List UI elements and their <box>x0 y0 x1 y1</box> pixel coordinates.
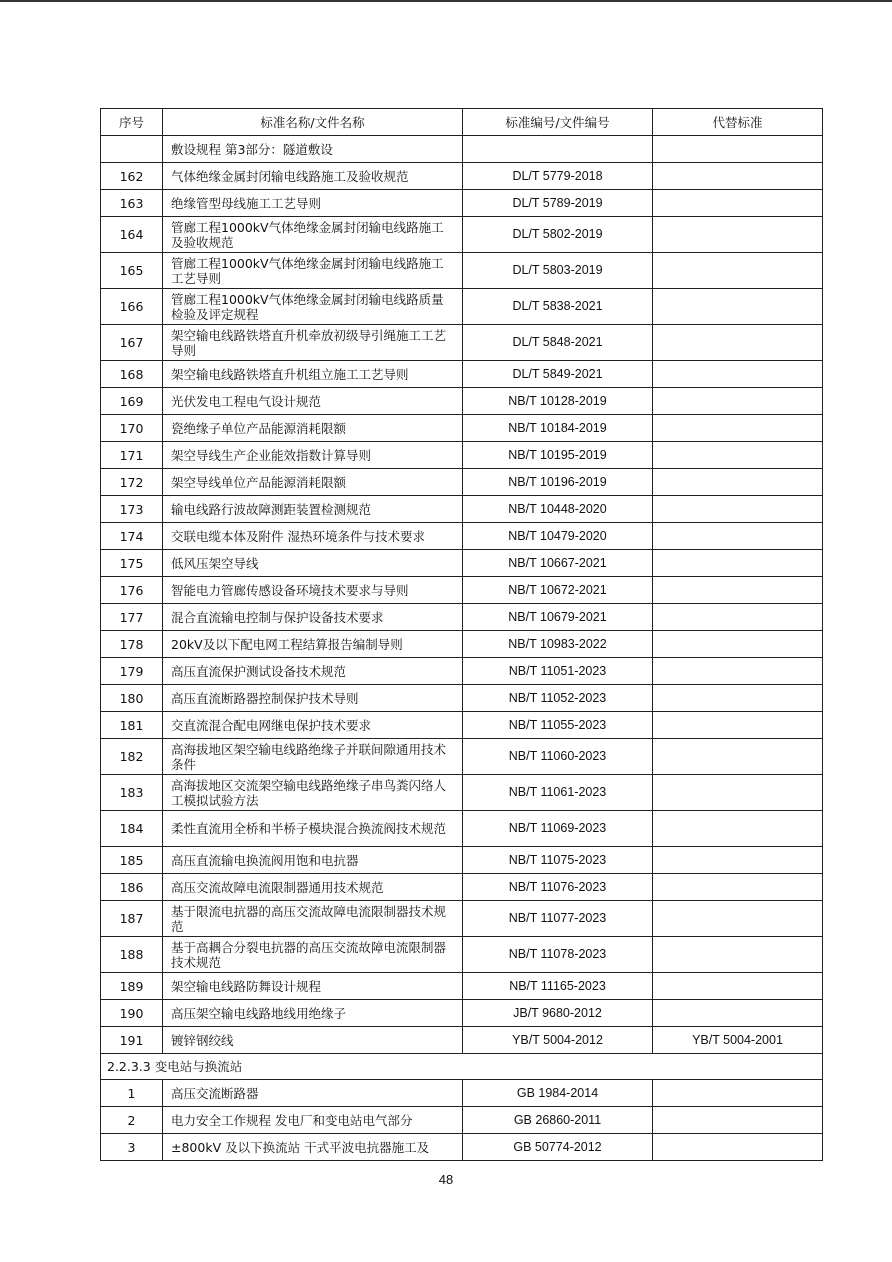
row-name: 电力安全工作规程 发电厂和变电站电气部分 <box>163 1107 463 1134</box>
table-row <box>101 190 823 217</box>
row-name: 绝缘管型母线施工工艺导则 <box>163 190 463 217</box>
row-name: 气体绝缘金属封闭输电线路施工及验收规范 <box>163 163 463 190</box>
table-row <box>101 901 823 937</box>
row-number: 179 <box>101 658 163 685</box>
row-name: 高压交流断路器 <box>163 1080 463 1107</box>
row-number: 176 <box>101 577 163 604</box>
table-row <box>101 1134 823 1161</box>
row-name: ±800kV 及以下换流站 干式平波电抗器施工及 <box>163 1134 463 1161</box>
table-row <box>101 811 823 847</box>
row-number: 183 <box>101 775 163 811</box>
row-number: 167 <box>101 325 163 361</box>
row-replace: YB/T 5004-2001 <box>653 1027 823 1054</box>
table-row <box>101 712 823 739</box>
row-code: DL/T 5789-2019 <box>463 190 653 217</box>
row-replace <box>653 136 823 163</box>
row-number: 182 <box>101 739 163 775</box>
table-header-row <box>101 109 823 136</box>
row-replace <box>653 1107 823 1134</box>
row-replace <box>653 496 823 523</box>
row-name: 输电线路行波故障测距装置检测规范 <box>163 496 463 523</box>
row-number: 165 <box>101 253 163 289</box>
row-replace <box>653 739 823 775</box>
table-row <box>101 496 823 523</box>
row-name: 光伏发电工程电气设计规范 <box>163 388 463 415</box>
top-border-line <box>0 0 892 2</box>
row-code: NB/T 10448-2020 <box>463 496 653 523</box>
row-replace <box>653 811 823 847</box>
standards-table <box>100 108 823 1161</box>
row-replace <box>653 469 823 496</box>
row-code: DL/T 5802-2019 <box>463 217 653 253</box>
row-name: 基于高耦合分裂电抗器的高压交流故障电流限制器技术规范 <box>163 937 463 973</box>
row-replace <box>653 361 823 388</box>
table-row <box>101 415 823 442</box>
row-name: 瓷绝缘子单位产品能源消耗限额 <box>163 415 463 442</box>
table-row <box>101 631 823 658</box>
table-row <box>101 1000 823 1027</box>
row-code: NB/T 11069-2023 <box>463 811 653 847</box>
row-code: NB/T 10128-2019 <box>463 388 653 415</box>
row-replace <box>653 658 823 685</box>
row-replace <box>653 604 823 631</box>
table-row <box>101 469 823 496</box>
row-code: NB/T 11078-2023 <box>463 937 653 973</box>
row-number: 163 <box>101 190 163 217</box>
section-heading-row <box>101 1054 823 1080</box>
row-code: NB/T 10195-2019 <box>463 442 653 469</box>
header-name: 标准名称/文件名称 <box>163 109 463 136</box>
row-name: 低风压架空导线 <box>163 550 463 577</box>
row-code: NB/T 10196-2019 <box>463 469 653 496</box>
row-number: 164 <box>101 217 163 253</box>
row-code: DL/T 5848-2021 <box>463 325 653 361</box>
row-name: 交联电缆本体及附件 湿热环境条件与技术要求 <box>163 523 463 550</box>
row-name: 20kV及以下配电网工程结算报告编制导则 <box>163 631 463 658</box>
row-replace <box>653 775 823 811</box>
row-replace <box>653 937 823 973</box>
row-number: 174 <box>101 523 163 550</box>
row-replace <box>653 190 823 217</box>
table-row <box>101 775 823 811</box>
row-code: DL/T 5803-2019 <box>463 253 653 289</box>
row-code: NB/T 10983-2022 <box>463 631 653 658</box>
row-code: NB/T 10479-2020 <box>463 523 653 550</box>
row-number: 172 <box>101 469 163 496</box>
row-number: 185 <box>101 847 163 874</box>
row-name: 高海拔地区架空输电线路绝缘子并联间隙通用技术条件 <box>163 739 463 775</box>
row-number <box>101 136 163 163</box>
row-number: 168 <box>101 361 163 388</box>
row-number: 178 <box>101 631 163 658</box>
table-row <box>101 685 823 712</box>
row-name: 高压直流输电换流阀用饱和电抗器 <box>163 847 463 874</box>
row-name: 架空输电线路铁塔直升机牵放初级导引绳施工工艺导则 <box>163 325 463 361</box>
table-row <box>101 604 823 631</box>
row-replace <box>653 631 823 658</box>
row-replace <box>653 253 823 289</box>
row-replace <box>653 388 823 415</box>
header-no: 序号 <box>101 109 163 136</box>
row-code: NB/T 10667-2021 <box>463 550 653 577</box>
row-replace <box>653 550 823 577</box>
row-code: NB/T 11061-2023 <box>463 775 653 811</box>
row-code: NB/T 11077-2023 <box>463 901 653 937</box>
table-row <box>101 874 823 901</box>
page-number: 48 <box>438 1172 454 1187</box>
table-row <box>101 1107 823 1134</box>
row-number: 2 <box>101 1107 163 1134</box>
row-name: 高压直流保护测试设备技术规范 <box>163 658 463 685</box>
row-name: 高压架空输电线路地线用绝缘子 <box>163 1000 463 1027</box>
row-code: GB 1984-2014 <box>463 1080 653 1107</box>
row-name: 混合直流输电控制与保护设备技术要求 <box>163 604 463 631</box>
row-replace <box>653 1134 823 1161</box>
row-replace <box>653 289 823 325</box>
header-replace: 代替标准 <box>653 109 823 136</box>
row-number: 181 <box>101 712 163 739</box>
row-replace <box>653 874 823 901</box>
row-number: 190 <box>101 1000 163 1027</box>
table-row <box>101 577 823 604</box>
row-name: 架空导线单位产品能源消耗限额 <box>163 469 463 496</box>
row-number: 171 <box>101 442 163 469</box>
row-number: 170 <box>101 415 163 442</box>
row-number: 162 <box>101 163 163 190</box>
table-row <box>101 739 823 775</box>
row-replace <box>653 973 823 1000</box>
row-number: 166 <box>101 289 163 325</box>
row-name: 管廊工程1000kV气体绝缘金属封闭输电线路质量检验及评定规程 <box>163 289 463 325</box>
table-row <box>101 217 823 253</box>
row-number: 186 <box>101 874 163 901</box>
row-number: 180 <box>101 685 163 712</box>
row-name: 高压交流故障电流限制器通用技术规范 <box>163 874 463 901</box>
section-heading: 2.2.3.3 变电站与换流站 <box>101 1054 823 1080</box>
row-code <box>463 136 653 163</box>
table-row <box>101 550 823 577</box>
row-code: NB/T 11060-2023 <box>463 739 653 775</box>
table-row <box>101 937 823 973</box>
row-code: GB 50774-2012 <box>463 1134 653 1161</box>
row-code: NB/T 11075-2023 <box>463 847 653 874</box>
row-name: 高海拔地区交流架空输电线路绝缘子串鸟粪闪络人工模拟试验方法 <box>163 775 463 811</box>
row-name: 架空输电线路防舞设计规程 <box>163 973 463 1000</box>
row-replace <box>653 901 823 937</box>
row-code: NB/T 11165-2023 <box>463 973 653 1000</box>
table-row <box>101 361 823 388</box>
row-code: NB/T 10184-2019 <box>463 415 653 442</box>
row-name: 管廊工程1000kV气体绝缘金属封闭输电线路施工及验收规范 <box>163 217 463 253</box>
row-name: 管廊工程1000kV气体绝缘金属封闭输电线路施工工艺导则 <box>163 253 463 289</box>
row-code: NB/T 10672-2021 <box>463 577 653 604</box>
table-row <box>101 325 823 361</box>
table-row <box>101 253 823 289</box>
row-replace <box>653 163 823 190</box>
table-row <box>101 388 823 415</box>
row-code: NB/T 11076-2023 <box>463 874 653 901</box>
row-code: GB 26860-2011 <box>463 1107 653 1134</box>
row-name: 架空导线生产企业能效指数计算导则 <box>163 442 463 469</box>
row-code: NB/T 11055-2023 <box>463 712 653 739</box>
row-number: 184 <box>101 811 163 847</box>
row-code: NB/T 11052-2023 <box>463 685 653 712</box>
row-number: 175 <box>101 550 163 577</box>
row-code: DL/T 5779-2018 <box>463 163 653 190</box>
row-name: 交直流混合配电网继电保护技术要求 <box>163 712 463 739</box>
row-code: DL/T 5838-2021 <box>463 289 653 325</box>
row-replace <box>653 847 823 874</box>
row-replace <box>653 415 823 442</box>
table-row <box>101 1027 823 1054</box>
table-row <box>101 163 823 190</box>
row-replace <box>653 577 823 604</box>
row-number: 173 <box>101 496 163 523</box>
table-row <box>101 523 823 550</box>
row-replace <box>653 685 823 712</box>
row-code: DL/T 5849-2021 <box>463 361 653 388</box>
row-name: 柔性直流用全桥和半桥子模块混合换流阀技术规范 <box>163 811 463 847</box>
row-number: 169 <box>101 388 163 415</box>
row-name: 高压直流断路器控制保护技术导则 <box>163 685 463 712</box>
table-row <box>101 442 823 469</box>
row-name: 架空输电线路铁塔直升机组立施工工艺导则 <box>163 361 463 388</box>
row-number: 3 <box>101 1134 163 1161</box>
row-name: 敷设规程 第3部分：隧道敷设 <box>163 136 463 163</box>
table-row <box>101 973 823 1000</box>
row-name: 基于限流电抗器的高压交流故障电流限制器技术规范 <box>163 901 463 937</box>
row-number: 189 <box>101 973 163 1000</box>
row-replace <box>653 1080 823 1107</box>
row-replace <box>653 1000 823 1027</box>
row-code: NB/T 11051-2023 <box>463 658 653 685</box>
row-name: 智能电力管廊传感设备环境技术要求与导则 <box>163 577 463 604</box>
row-replace <box>653 325 823 361</box>
row-number: 177 <box>101 604 163 631</box>
row-code: NB/T 10679-2021 <box>463 604 653 631</box>
row-number: 187 <box>101 901 163 937</box>
row-number: 191 <box>101 1027 163 1054</box>
row-replace <box>653 442 823 469</box>
row-number: 1 <box>101 1080 163 1107</box>
table-row <box>101 289 823 325</box>
table-row <box>101 847 823 874</box>
table-row <box>101 1080 823 1107</box>
row-code: JB/T 9680-2012 <box>463 1000 653 1027</box>
row-replace <box>653 523 823 550</box>
header-code: 标准编号/文件编号 <box>463 109 653 136</box>
table-row <box>101 136 823 163</box>
row-number: 188 <box>101 937 163 973</box>
row-replace <box>653 712 823 739</box>
row-name: 镀锌钢绞线 <box>163 1027 463 1054</box>
table-row <box>101 658 823 685</box>
row-replace <box>653 217 823 253</box>
row-code: YB/T 5004-2012 <box>463 1027 653 1054</box>
table-body <box>101 136 823 1161</box>
